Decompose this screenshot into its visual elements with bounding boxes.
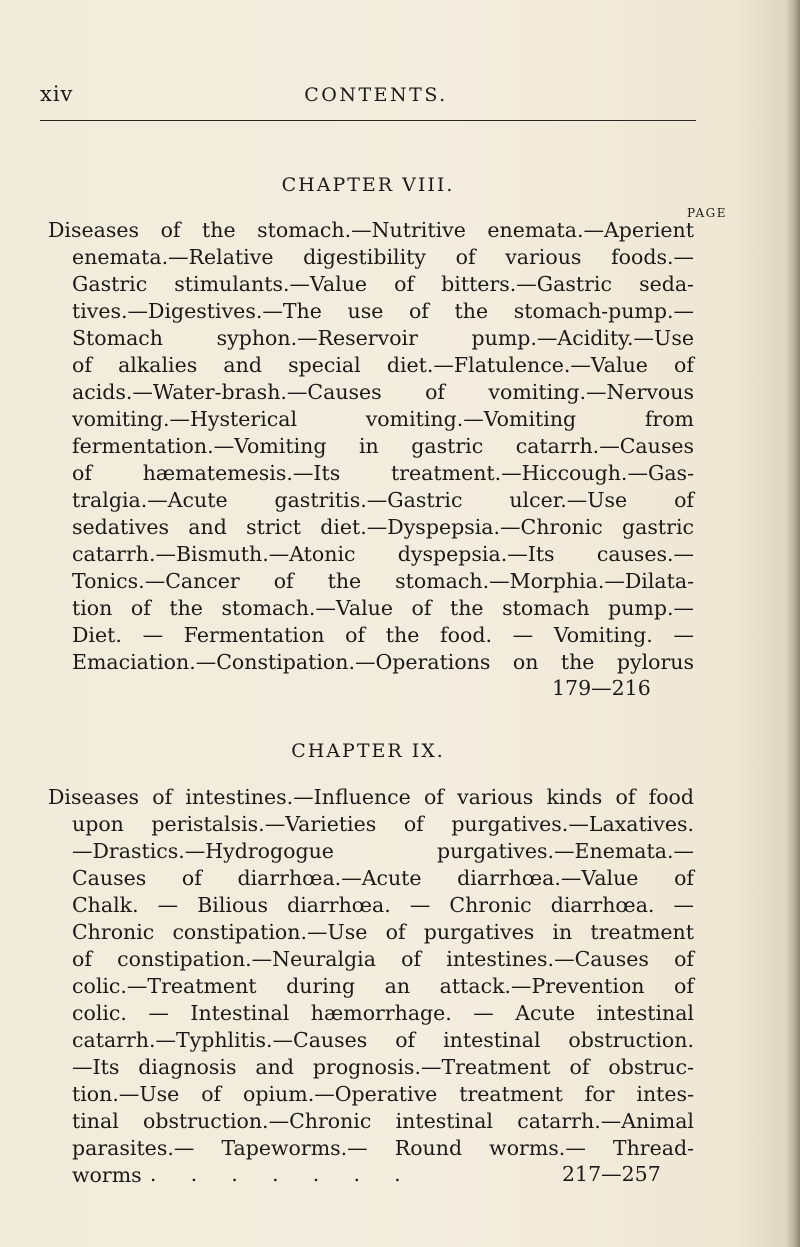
chapter-8-line: Emaciation.—Constipation.—Operations on the pylorus <box>72 650 694 674</box>
chapter-9-line: catarrh.—Typhlitis.—Causes of intestinal obstruction. <box>72 1028 694 1052</box>
dot-leaders: . . . . . . . <box>150 1162 415 1186</box>
chapter-8-page-range: 179—216 <box>552 676 651 700</box>
chapter-8-line: Diet. — Fermentation of the food. — Vomiting. — <box>72 623 694 647</box>
chapter-9-line: parasites.— Tapeworms.— Round worms.— Thread- <box>72 1136 694 1160</box>
chapter-9-line: —Drastics.—Hydrogogue purgatives.—Enemata.— <box>72 839 694 863</box>
chapter-8-line: of hæmatemesis.—Its treatment.—Hiccough.—Gas- <box>72 461 694 485</box>
chapter-9-line: worms <box>72 1163 142 1187</box>
chapter-9-line: colic.—Treatment during an attack.—Prevention of <box>72 974 694 998</box>
page-edge-shadow <box>786 0 800 1247</box>
chapter-8-line: Gastric stimulants.—Value of bitters.—Gastric seda- <box>72 272 694 296</box>
chapter-8-line: acids.—Water-brash.—Causes of vomiting.—Nervous <box>72 380 694 404</box>
chapter-8-line: catarrh.—Bismuth.—Atonic dyspepsia.—Its causes.— <box>72 542 694 566</box>
chapter-9-line: tinal obstruction.—Chronic intestinal catarrh.—Animal <box>72 1109 694 1133</box>
chapter-9-line: tion.—Use of opium.—Operative treatment for intes- <box>72 1082 694 1106</box>
chapter-9-line: colic. — Intestinal hæmorrhage. — Acute intestinal <box>72 1001 694 1025</box>
chapter-9-line: of constipation.—Neuralgia of intestines.—Causes of <box>72 947 694 971</box>
chapter-8-line: fermentation.—Vomiting in gastric catarrh.—Causes <box>72 434 694 458</box>
chapter-8-line: Diseases of the stomach.—Nutritive enemata.—Aperient <box>48 218 694 242</box>
header-rule <box>40 120 696 121</box>
chapter-9-page-range: 217—257 <box>562 1162 661 1186</box>
page-column-label: PAGE <box>687 206 727 220</box>
chapter-8-line: enemata.—Relative digestibility of various foods.— <box>72 245 694 269</box>
chapter-8-line: tralgia.—Acute gastritis.—Gastric ulcer.—Use of <box>72 488 694 512</box>
chapter-8-line: Tonics.—Cancer of the stomach.—Morphia.—Dilata- <box>72 569 694 593</box>
running-head <box>40 82 712 110</box>
chapter-8-line: Stomach syphon.—Reservoir pump.—Acidity.—Use <box>72 326 694 350</box>
chapter-8-line: tion of the stomach.—Value of the stomach pump.— <box>72 596 694 620</box>
chapter-8-title: CHAPTER VIII. <box>281 174 455 196</box>
chapter-8-line: tives.—Digestives.—The use of the stomach-pump.— <box>72 299 694 323</box>
chapter-8-line: of alkalies and special diet.—Flatulence.—Value of <box>72 353 694 377</box>
chapter-8-line: sedatives and strict diet.—Dyspepsia.—Chronic gastric <box>72 515 694 539</box>
chapter-9-line: Chalk. — Bilious diarrhœa. — Chronic diarrhœa. — <box>72 893 694 917</box>
chapter-9-line: upon peristalsis.—Varieties of purgatives.—Laxatives. <box>72 812 694 836</box>
chapter-9-line: Diseases of intestines.—Influence of various kinds of food <box>48 785 694 809</box>
running-title: CONTENTS. <box>304 84 448 106</box>
chapter-9-line: Chronic constipation.—Use of purgatives in treatment <box>72 920 694 944</box>
chapter-9-line: Causes of diarrhœa.—Acute diarrhœa.—Value of <box>72 866 694 890</box>
page-folio: xiv <box>40 82 74 106</box>
chapter-9-title: CHAPTER IX. <box>291 740 445 762</box>
chapter-9-line: —Its diagnosis and prognosis.—Treatment of obstruc- <box>72 1055 694 1079</box>
chapter-8-line: vomiting.—Hysterical vomiting.—Vomiting from <box>72 407 694 431</box>
